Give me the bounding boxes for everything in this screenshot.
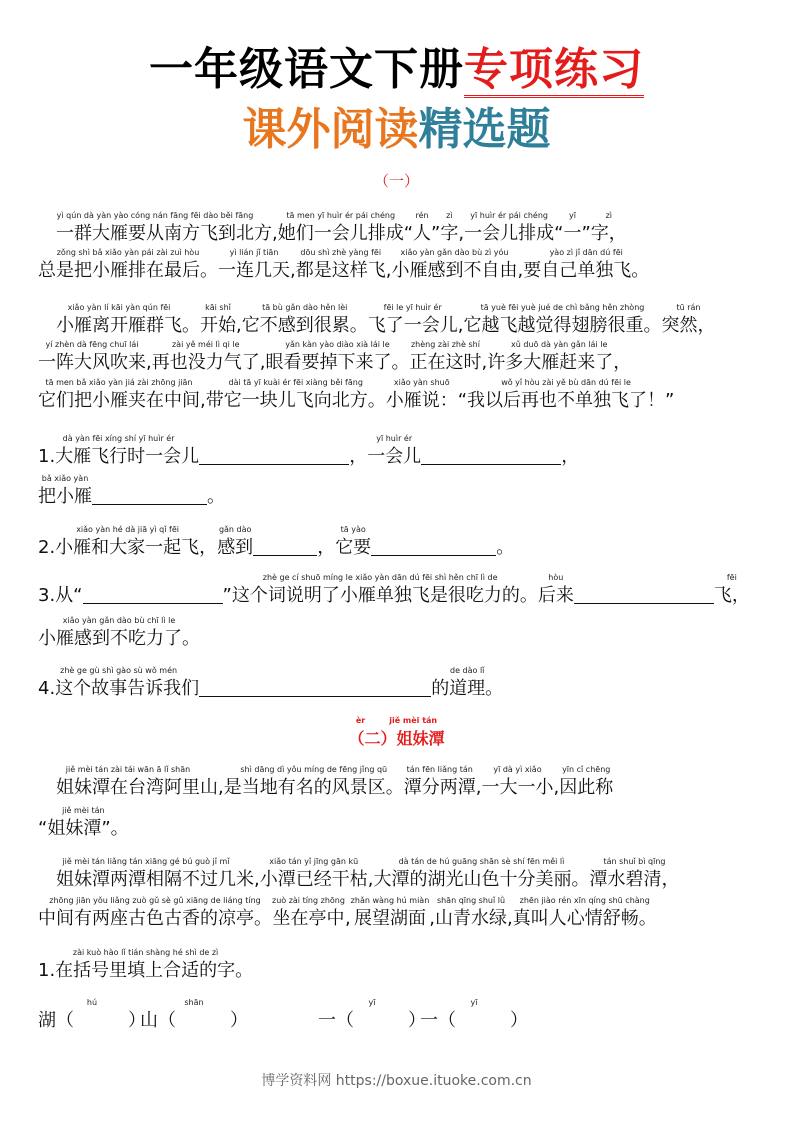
passage-line [38,211,627,245]
pinyin: xiǎo tán yǐ jīng gān kū [269,857,359,866]
answer-blank[interactable] [253,537,317,556]
pinyin: tā yuè fēi yuè jué de chì bǎng hěn zhòng [480,303,645,312]
text-segment [351,896,430,930]
text-segment [463,303,661,337]
hanzi: “我以后再也不单独飞了！” [457,390,675,411]
hanzi: 一群大雁要从南方飞到北方 [38,223,272,244]
pinyin: jiě mèi tán liǎng tán xiāng gé bú guò jǐ mǐ [62,857,230,866]
hanzi: 一（ ） [318,1010,426,1031]
hanzi: 飞， [713,585,750,606]
question-3 [38,573,750,607]
pinyin: tū rán [676,303,701,312]
text-segment [38,896,272,930]
answer-blank[interactable] [92,486,207,505]
hanzi: 突然， [661,315,716,336]
answer-blank[interactable] [371,537,496,556]
pinyin: hòu [548,573,564,582]
pinyin: tā bù gǎn dào hěn lèi [262,303,348,312]
subtitle-reading-text: 课外阅读 [242,104,419,155]
text-segment [513,896,657,930]
hanzi: , [429,908,435,929]
pinyin [349,434,367,446]
text-segment [260,857,368,891]
pinyin: zhè ge gù shì gào sù wǒ mén [60,666,178,675]
text-segment [349,434,367,468]
hanzi: 因此称 [559,777,614,798]
text-segment [38,998,146,1032]
pinyin: jiě mèi tán [62,806,105,815]
pinyin: zì [446,211,453,220]
pinyin: zhè ge cí shuō míng le xiǎo yàn dān dú fēi shì hěn chī lì de [262,573,498,582]
pinyin: xiǎo yàn hé dà jiā yì qǐ fēi [76,525,179,534]
passage-line [38,765,613,799]
text-segment [272,896,345,930]
hanzi: ， [317,537,336,558]
hanzi: 要自己单独飞。 [523,260,650,281]
pinyin: bǎ xiǎo yàn [41,474,89,483]
pinyin: tán shuǐ bì qīng [603,857,666,866]
hanzi: , [236,315,242,336]
pinyin: zài kuò hào lǐ tián shàng hé shì de zì [72,948,219,957]
text-segment [265,340,409,374]
text-segment [373,857,589,891]
hanzi: “人” [403,223,441,244]
hanzi: , [272,223,278,244]
pinyin: xiǎo yàn gǎn dào bù chī lì le [62,616,176,625]
pinyin [561,434,579,446]
hanzi: 一连几天 [218,260,290,281]
hanzi: 小雁感到不吃力了。 [38,628,200,649]
text-segment [458,378,675,412]
hanzi: “一” [554,223,591,244]
hanzi: 真叫人心情舒畅。 [512,908,657,929]
page-title [0,42,793,98]
section-two-heading [0,716,793,750]
hanzi: , [385,260,392,281]
text-segment [224,765,404,799]
hanzi: 中间有两座古色古香的凉亭。 [38,908,272,929]
text-segment [589,857,679,891]
hanzi: 。 [207,486,225,507]
pinyin: yī huìr ér pái chéng [470,211,548,220]
hanzi: 她们一会儿排成 [277,223,404,244]
hanzi: 2.小雁和大家一起飞， [38,537,218,558]
section-two-title: （二）姐妹潭 [348,729,445,748]
passage-line [38,857,679,891]
pinyin [38,573,83,585]
hanzi: , [475,777,482,798]
fill-in-item [38,998,146,1032]
text-segment [38,211,272,245]
passage-line [38,248,649,282]
hanzi: 一（ ） [420,1010,528,1031]
hanzi: 3.从“ [38,585,83,606]
hanzi: 感到 [217,537,254,558]
answer-blank[interactable] [421,446,561,465]
pinyin: xǔ duō dà yàn gǎn lái le [511,340,608,349]
hanzi: , [553,777,560,798]
text-segment [218,248,290,282]
pinyin: tā men yī huìr ér pái chéng [286,211,396,220]
hanzi: 。 [496,537,515,558]
hanzi: 大潭的湖光山色十分美丽。 [373,869,590,890]
page-subtitle [0,100,793,160]
text-segment [317,525,335,559]
text-segment [200,303,236,337]
hanzi: 姐妹潭两潭相隔不过几米 [38,869,254,890]
text-segment [440,211,458,245]
hanzi: , [517,260,524,281]
text-segment [38,765,218,799]
hanzi: 坐在亭中 [272,908,345,929]
pinyin: zuò zài tíng zhōng [272,896,345,905]
text-segment [206,378,386,412]
section-two-question-1 [38,948,253,982]
pinyin: zǒng shì bǎ xiǎo yàn pái zài zuì hòu [56,248,200,257]
pinyin: yī dà yì xiǎo [493,765,542,774]
text-segment [38,378,200,412]
pinyin: dà tán de hú guāng shān sè shí fēn měi lì [398,857,565,866]
text-segment [391,248,517,282]
text-segment [559,765,613,799]
pinyin: kāi shǐ [205,303,231,312]
hanzi: 一会儿 [367,446,422,467]
text-segment [38,434,199,468]
pinyin: yǎn kàn yào diào xià lái le [285,340,390,349]
pinyin [207,474,225,486]
pinyin: xiǎo yàn gǎn dào bù zì yóu [400,248,509,257]
text-segment [714,573,750,607]
pinyin: dōu shì zhè yàng fēi [300,248,382,257]
pinyin: yì qún dà yàn yào cóng nán fāng fēi dào běi fāng [56,211,254,220]
text-segment [207,474,225,508]
hanzi: 1.在括号里填上合适的字。 [38,960,254,981]
question-1-continued [38,474,225,508]
pinyin: xiǎo yàn shuō [393,378,450,387]
text-segment [464,211,554,245]
hanzi: 字 [440,223,459,244]
hanzi: , [344,908,351,929]
pinyin: yīn cǐ chēng [562,765,611,774]
text-segment [487,340,631,374]
hanzi: 小雁离开雁群飞。 [38,315,200,336]
hanzi: 4.这个故事告诉我们 [38,678,200,699]
hanzi: 是当地有名的风景区。 [223,777,404,798]
hanzi: 开始 [200,315,236,336]
passage-line [38,340,631,374]
hanzi: , [457,315,464,336]
text-segment [38,474,92,508]
hanzi: 它要 [335,537,372,558]
pinyin: tā men bǎ xiǎo yàn jiá zài zhōng jiān [45,378,193,387]
hanzi: , [259,352,266,373]
text-segment [38,666,199,700]
pinyin: tán fēn liǎng tán [406,765,473,774]
hanzi: 带它一块儿飞向北方。 [205,390,386,411]
hanzi: , [146,352,152,373]
hanzi: 潭分两潭 [403,777,476,798]
hanzi: , [200,390,206,411]
text-segment [404,211,441,245]
text-segment [481,765,553,799]
text-segment [38,340,146,374]
pinyin: yào zì jǐ dān dú fēi [549,248,623,257]
hanzi: 一阵大风吹来 [38,352,146,373]
answer-blank[interactable] [83,585,223,604]
hanzi: 眼看要掉下来了。 [265,352,410,373]
pinyin: fēi le yī huìr ér [383,303,442,312]
text-segment [38,948,253,982]
pinyin: zài yě méi lì qi le [171,340,240,349]
hanzi: 正在这时 [409,352,482,373]
text-segment [368,303,458,337]
pinyin: yī [470,998,478,1007]
hanzi: 再也没力气了 [151,352,260,373]
title-practice-text: 专项练习 [464,44,644,98]
pinyin: zhèng zài zhè shí [410,340,480,349]
text-segment [38,573,83,607]
hanzi: 的道理。 [431,678,504,699]
passage-line [38,806,129,840]
hanzi: 字， [590,223,627,244]
question-2 [38,525,514,559]
pinyin: zhēn jiào rén xīn qíng shū chàng [519,896,650,905]
hanzi: 潭水碧清， [589,869,680,890]
question-1 [38,434,579,468]
subtitle-selected-text: 精选题 [418,104,551,155]
text-segment [242,303,368,337]
pinyin [496,525,514,537]
text-segment [152,340,260,374]
pinyin: yī [568,211,576,220]
hanzi: 飞了一会儿 [367,315,458,336]
pinyin: de dào lǐ [449,666,485,675]
text-segment [538,573,574,607]
hanzi: , [481,352,488,373]
pinyin: dà yàn fēi xíng shí yī huìr ér [62,434,175,443]
text-segment [318,998,426,1032]
passage-line [38,896,657,930]
hanzi: 一大一小 [481,777,554,798]
title-grade-text: 一年级语文下册 [149,44,464,95]
passage-line [38,303,715,337]
hanzi: , [367,869,374,890]
hanzi: ， [561,446,580,467]
text-segment [561,434,579,468]
text-segment [409,340,481,374]
pinyin: wǒ yǐ hòu zài yě bù dān dú fēi le [501,378,631,387]
pinyin: rén [415,211,429,220]
question-3-continued [38,616,200,650]
text-segment [217,525,253,559]
text-segment [420,998,528,1032]
text-segment [431,666,503,700]
pinyin: zì [605,211,612,220]
text-segment [591,211,627,245]
hanzi: 都是这样飞 [295,260,386,281]
fill-in-item [140,998,248,1032]
footer-watermark: 博学资料网 https://boxue.ituoke.com.cn [261,1073,532,1089]
pinyin: jiě mèi tán zài tái wān ā lǐ shān [65,765,191,774]
text-segment [435,896,507,930]
answer-blank[interactable] [574,585,714,604]
pinyin: gǎn dào [218,525,252,534]
text-segment [404,765,476,799]
hanzi: ”这个词说明了小雁单独飞是很吃力的。 [222,585,538,606]
hanzi: , [507,908,513,929]
pinyin: shān [184,998,204,1007]
hanzi: 它不感到很累。 [241,315,368,336]
pinyin: yī [368,998,376,1007]
section-two-pinyin: èr jiě mèi tán [355,716,438,725]
hanzi: 它们把小雁夹在中间 [38,390,200,411]
hanzi: 总是把小雁排在最后。 [38,260,218,281]
answer-blank[interactable] [199,678,431,697]
passage-line [38,378,674,412]
text-segment [335,525,371,559]
pinyin: zhǎn wàng hú miàn [350,896,430,905]
text-segment [367,434,421,468]
pinyin: shì dāng dì yǒu míng de fēng jǐng qū [240,765,388,774]
text-segment [38,248,218,282]
text-segment [278,211,404,245]
text-segment [554,211,591,245]
text-segment [523,248,649,282]
hanzi: 小潭已经干枯 [259,869,368,890]
pinyin: zhōng jiān yǒu liǎng zuò gǔ sè gǔ xiāng de liáng tíng [49,896,261,905]
text-segment [38,806,129,840]
hanzi: 展望湖面 [353,908,426,929]
hanzi: 把小雁 [38,486,92,507]
text-segment [140,998,248,1032]
pinyin: hú [86,998,98,1007]
hanzi: 小雁说： [385,390,458,411]
text-segment [38,616,200,650]
hanzi: “姐妹潭”。 [38,818,129,839]
hanzi: ， [349,446,368,467]
hanzi: 它越飞越觉得翅膀很重。 [463,315,662,336]
pinyin: yí zhèn dà fēng chuī lái [45,340,139,349]
section-one-label: （一） [373,172,419,190]
pinyin: tā yào [340,525,366,534]
hanzi: , [218,777,224,798]
text-segment [38,525,217,559]
text-segment [386,378,458,412]
text-segment [38,857,254,891]
hanzi: 山青水绿 [435,908,507,929]
pinyin: shān qīng shuǐ lǜ [436,896,506,905]
pinyin: fēi [726,573,737,582]
fill-in-item [318,998,426,1032]
hanzi: 姐妹潭在台湾阿里山 [38,777,218,798]
fill-in-item [420,998,528,1032]
text-segment [38,303,200,337]
pinyin: yī huìr ér [376,434,413,443]
pinyin: xiǎo yàn lí kāi yàn qún fēi [67,303,171,312]
question-4 [38,666,503,700]
hanzi: 1.大雁飞行时一会儿 [38,446,200,467]
text-segment [496,525,514,559]
hanzi: 小雁感到不自由 [391,260,518,281]
hanzi: 山（ ） [140,1010,248,1031]
answer-blank[interactable] [199,446,349,465]
hanzi: 许多大雁赶来了， [487,352,632,373]
hanzi: 一会儿排成 [464,223,555,244]
hanzi: , [290,260,296,281]
hanzi: , [458,223,465,244]
text-segment [661,303,715,337]
pinyin: yì lián jǐ tiān [229,248,279,257]
hanzi: 后来 [537,585,574,606]
hanzi: , [254,869,260,890]
hanzi: 湖（ ） [38,1010,146,1031]
pinyin: dài tā yī kuài ér fēi xiàng běi fāng [228,378,363,387]
text-segment [296,248,386,282]
text-segment [223,573,538,607]
pinyin [317,525,335,537]
